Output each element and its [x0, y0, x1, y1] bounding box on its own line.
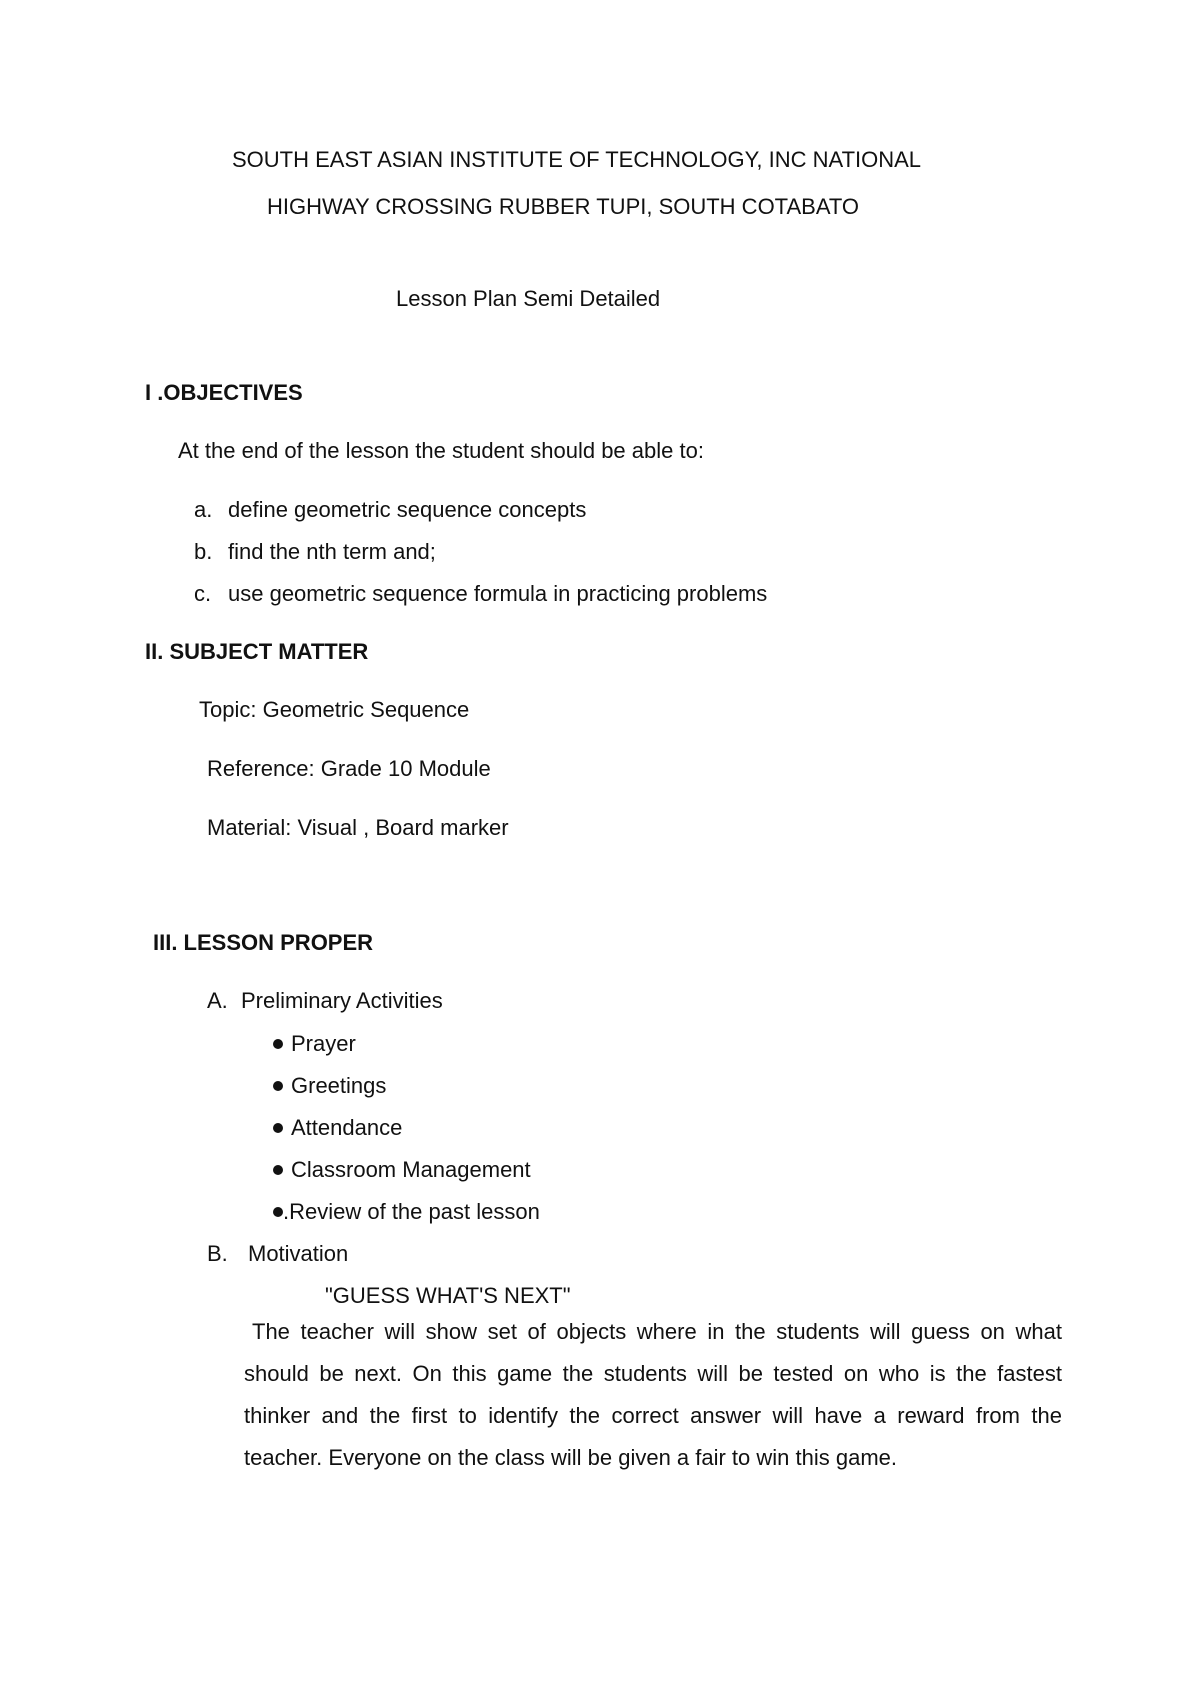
document-title: Lesson Plan Semi Detailed: [396, 286, 661, 311]
preliminary-marker: A.: [207, 988, 228, 1013]
bullet-dot: [273, 1123, 283, 1133]
subject-topic: Topic: Geometric Sequence: [199, 697, 470, 722]
objective-marker: c.: [194, 581, 212, 606]
objective-text: find the nth term and;: [228, 539, 436, 564]
objective-marker: b.: [194, 539, 213, 564]
preliminary-item: Attendance: [291, 1115, 403, 1140]
motivation-description: The teacher will show set of objects where in the students will guess on what should be next. On this game the students will be tested on who is the fastest thinker and the first to identify the correct answer will have a reward from the teacher. Everyone on the class will be given a fair to win this game.: [244, 1319, 1062, 1470]
preliminary-item: Classroom Management: [291, 1157, 531, 1182]
lesson-proper-heading: III. LESSON PROPER: [153, 930, 374, 955]
preliminary-activities: [207, 990, 443, 1012]
institution-line-1: SOUTH EAST ASIAN INSTITUTE OF TECHNOLOGY, INC NATIONAL: [232, 147, 922, 172]
preliminary-item: .Review of the past lesson: [283, 1199, 540, 1224]
institution-line-2: HIGHWAY CROSSING RUBBER TUPI, SOUTH COTABATO: [267, 194, 860, 219]
bullet-dot: [273, 1081, 283, 1091]
motivation: [207, 1243, 348, 1265]
objective-item: [194, 583, 767, 605]
preliminary-item: Greetings: [291, 1073, 387, 1098]
objective-item: [194, 541, 436, 563]
game-title: "GUESS WHAT'S NEXT": [325, 1283, 571, 1308]
preliminary-item: Prayer: [291, 1031, 356, 1056]
bullet-dot: [273, 1207, 283, 1217]
objectives-intro: At the end of the lesson the student should be able to:: [178, 438, 704, 463]
bullet-dot: [273, 1039, 283, 1049]
subject-material: Material: Visual , Board marker: [207, 815, 509, 840]
motivation-marker: B.: [207, 1241, 228, 1266]
objective-text: define geometric sequence concepts: [228, 497, 587, 522]
preliminary-label: Preliminary Activities: [241, 988, 443, 1013]
subject-matter-heading: II. SUBJECT MATTER: [145, 639, 369, 664]
objectives-heading: I .OBJECTIVES: [145, 380, 303, 405]
objective-item: [194, 499, 586, 521]
motivation-label: Motivation: [248, 1241, 349, 1266]
objective-text: use geometric sequence formula in practicing problems: [228, 581, 768, 606]
objective-marker: a.: [194, 497, 213, 522]
subject-reference: Reference: Grade 10 Module: [207, 756, 491, 781]
bullet-dot: [273, 1165, 283, 1175]
